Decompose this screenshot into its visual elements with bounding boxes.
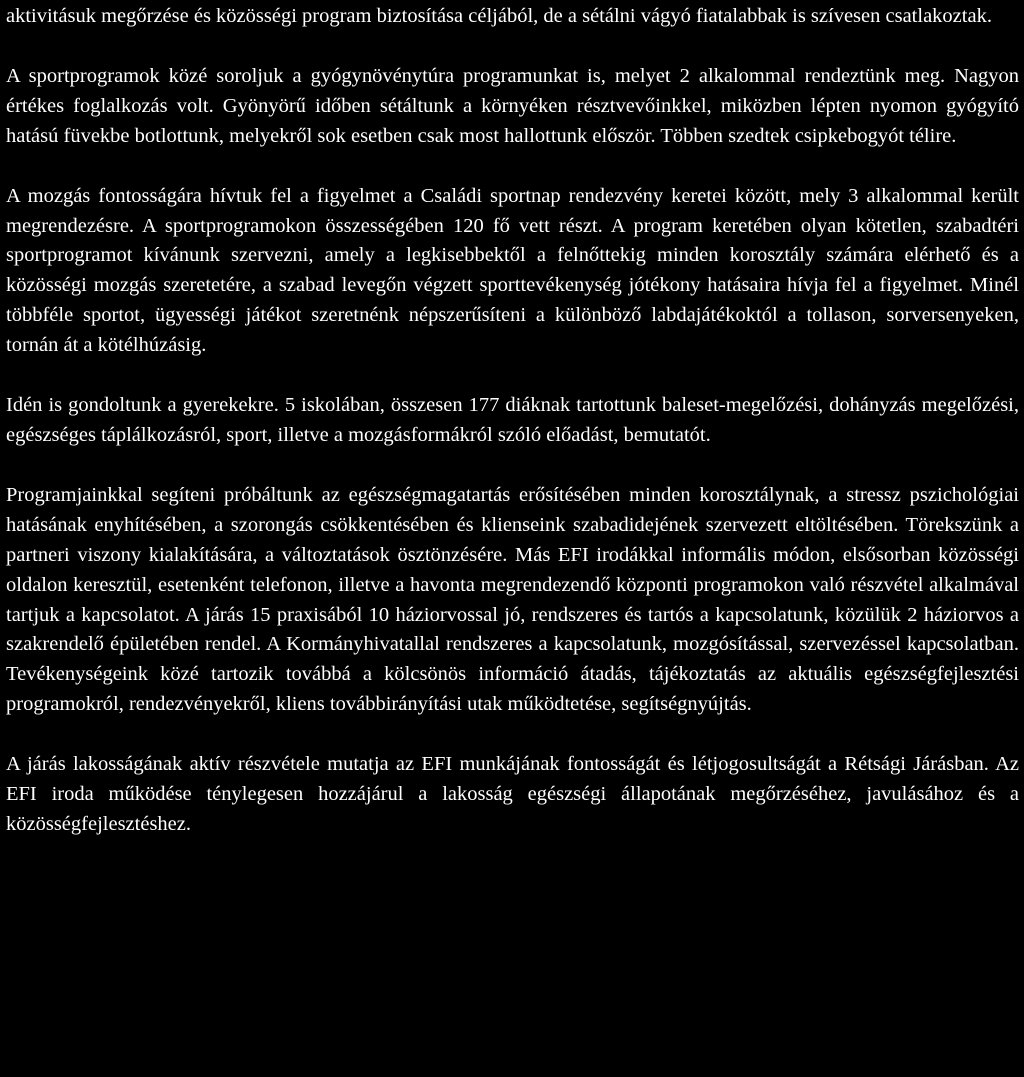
paragraph-family-sport-day: A mozgás fontosságára hívtuk fel a figyelmet a Családi sportnap rendezvény keretei között, mely 3 alkalommal került megrendezésre. A sportprogramokon összességében 120 fő vett részt. A program keretében olyan kötetlen, szabadtéri sportprogramot kívánunk szervezni, amely a legkisebbektől a felnőttekig minden korosztály számára elérhető és a közösségi mozgás szeretetére, a szabad levegőn végzett sporttevékenység jótékony hatásaira hívja fel a figyelmet. Minél többféle sportot, ügyességi játékot szeretnénk népszerűsíteni a különböző labdajátékoktól a tollason, sorversenyeken, tornán át a kötélhúzásig.	[6, 184, 1019, 357]
paragraph-programs-and-partners: Programjainkkal segíteni próbáltunk az egészségmagatartás erősítésében minden korosztálynak, a stressz pszichológiai hatásának enyhítésében, a szorongás csökkentésében és klienseink szabadidejének szervezett eltöltésében. Törekszünk a partneri viszony kialakítására, a változtatások ösztönzésére. Más EFI irodákkal informális módon, elsősorban közösségi oldalon keresztül, esetenként telefonon, illetve a havonta megrendezendő központi programokon való részvétel alkalmával tartjuk a kapcsolatot. A járás 15 praxisából 10 háziorvossal jó, rendszeres és tartós a kapcsolatunk, közülük 2 háziorvos a szakrendelő épületében rendel. A Kormányhivatallal rendszeres a kapcsolatunk, mozgósítással, szervezéssel kapcsolatban. Tevékenységeink közé tartozik továbbá a kölcsönös információ átadás, tájékoztatás az aktuális egészségfejlesztési programokról, rendezvényekről, kliens továbbirányítási utak működtetése, segítségnyújtás.	[6, 483, 1019, 716]
paragraph-conclusion: A járás lakosságának aktív részvétele mutatja az EFI munkájának fontosságát és létjogosultságát a Rétsági Járásban. Az EFI iroda működése ténylegesen hozzájárul a lakosság egészségi állapotának megőrzéséhez, javulásához és a közösségfejlesztéshez.	[6, 753, 1019, 835]
paragraph-activity-continuation: aktivitásuk megőrzése és közösségi program biztosítása céljából, de a sétálni vágyó fiatalabbak is szívesen csatlakoztak.	[6, 5, 992, 27]
paragraph-school-lectures: Idén is gondoltunk a gyerekekre. 5 iskolában, összesen 177 diáknak tartottunk baleset-megelőzési, dohányzás megelőzési, egészséges táplálkozásról, sport, illetve a mozgásformákról szóló előadást, bemutatót.	[6, 394, 1019, 446]
paragraph-herb-tour: A sportprogramok közé soroljuk a gyógynövénytúra programunkat is, melyet 2 alkalommal rendeztünk meg. Nagyon értékes foglalkozás volt. Gyönyörű időben sétáltunk a környéken résztvevőinkkel, miközben lépten nyomon gyógyító hatású füvekbe botlottunk, melyekről sok esetben csak most hallottunk először. Többen szedtek csipkebogyót télire.	[6, 64, 1019, 147]
